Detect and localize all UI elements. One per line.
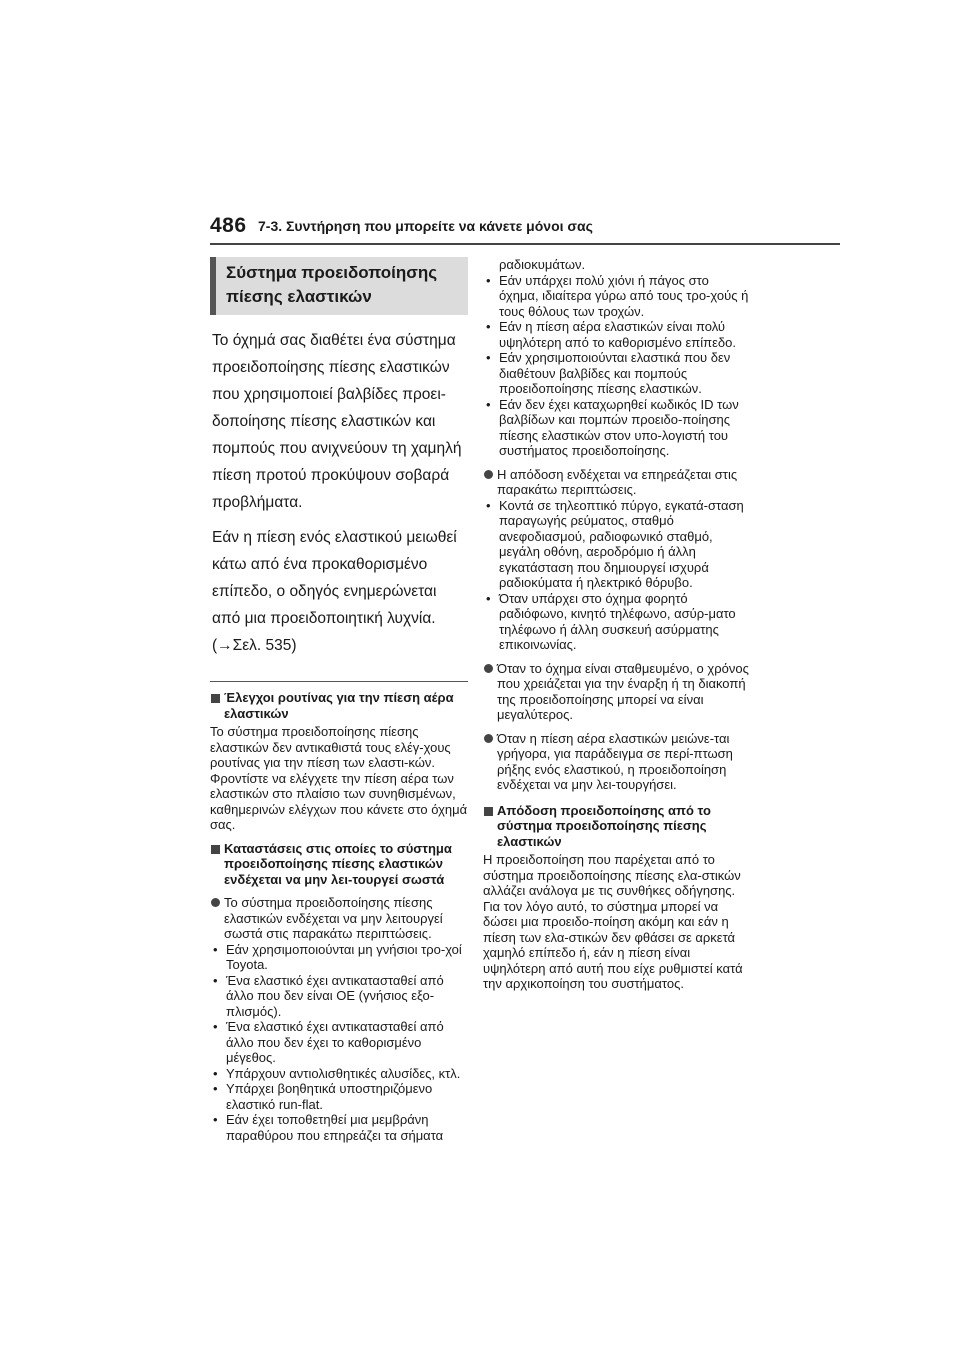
list-item: • Εάν υπάρχει πολύ χιόνι ή πάγος στο όχημα, ιδιαίτερα γύρω από τους τρο-χούς ή τους θόλους των τροχών. <box>483 273 751 320</box>
list-item: • Εάν χρησιμοποιούνται μη γνήσιοι τρο-χοί Toyota. <box>210 942 468 973</box>
list-item: • Υπάρχουν αντιολισθητικές αλυσίδες, κτλ. <box>210 1066 468 1082</box>
list-item: • Ένα ελαστικό έχει αντικατασταθεί από άλλο που δεν έχει το καθορισμένο μέγεθος. <box>210 1019 468 1066</box>
list-item: • Υπάρχει βοηθητικά υποστηριζόμενο ελαστικό run-flat. <box>210 1081 468 1112</box>
topic-title-line-2: πίεσης ελαστικών <box>226 287 372 306</box>
left-column <box>210 257 468 1143</box>
rapid-loss-dot-item: Όταν η πίεση αέρα ελαστικών μειώνε-ται γρήγορα, για παράδειγμα σε περί-πτωση ρήξης ενός ελαστικού, η προειδοποίηση ενδέχεται να μην λει-τουργήσει. <box>483 731 751 793</box>
header-rule <box>210 243 840 245</box>
cases-dot-item: Το σύστημα προειδοποίησης πίεσης ελαστικών ενδέχεται να μην λειτουργεί σωστά στις παρακάτω περιπτώσεις. <box>210 895 468 942</box>
list-item: • Εάν δεν έχει καταχωρηθεί κωδικός ID των βαλβίδων και πομπών προειδο-ποίησης πίεσης ελαστικών στον υπο-λογιστή του συστήματος προειδοποίησης. <box>483 397 751 459</box>
performance-dot-item: Η απόδοση ενδέχεται να επηρεάζεται στις παρακάτω περιπτώσεις. <box>483 467 751 498</box>
checks-text: Το σύστημα προειδοποίησης πίεσης ελαστικών δεν αντικαθιστά τους ελέγ-χους ρουτίνας για την πίεση των ελαστι-κών. Φροντίστε να ελέγχετε την πίεση αέρα των ελαστικών στο πλαίσιο των συνηθισμένων, καθημερινών ελέγχων που κάνετε στο όχημά σας. <box>210 724 468 832</box>
interference-bullet-list <box>483 498 751 653</box>
list-item: • Εάν χρησιμοποιούνται ελαστικά που δεν διαθέτουν βαλβίδες και πομπούς προειδοποίησης πίεσης ελαστικών. <box>483 350 751 397</box>
warning-performance-text: Η προειδοποίηση που παρέχεται από το σύστημα προειδοποίησης πίεσης ελα-στικών αλλάζει ανάλογα με τις συνθήκες οδήγησης. Για τον λόγο αυτό, το σύστημα μπορεί να δώσει μια προειδο-ποίηση ακόμη και εάν η πίεση των ελα-στικών δεν φθάσει σε αρκετά χαμηλό επίπεδο ή, εάν η πίεση είναι υψηλότερη από αυτή που είχε ρυθμιστεί κατά την αρχικοποίηση του συστήματος. <box>483 852 743 991</box>
section-divider <box>210 681 468 682</box>
list-continuation: ραδιοκυμάτων. <box>499 257 586 272</box>
topic-title-line-1: Σύστημα προειδοποίησης <box>226 263 438 282</box>
list-item: • Εάν η πίεση αέρα ελαστικών είναι πολύ υψηλότερη από το καθορισμένο επίπεδο. <box>483 319 751 350</box>
topic-title-box <box>210 257 468 315</box>
list-item: • Όταν υπάρχει στο όχημα φορητό ραδιόφωνο, κινητό τηλέφωνο, ασύρ-ματο τηλέφωνο ή άλλη συσκευή ασύρματης επικοινωνίας. <box>483 591 751 653</box>
intro-paragraph: Το όχημά σας διαθέτει ένα σύστημα προειδοποίησης πίεσης ελαστικών που χρησιμοποιεί βαλβίδες προει-δοποίησης πίεσης ελαστικών και πομπούς που ανιχνεύουν τη χαμηλή πίεση προτού προκύψουν σοβαρά προβλήματα. <box>212 332 462 511</box>
cases-bullet-list-continued <box>483 273 751 459</box>
parked-dot-item: Όταν το όχημα είναι σταθμευμένο, ο χρόνος που χρειάζεται για την έναρξη ή τη διακοπή της προειδοποίησης μπορεί να είναι μεγαλύτερος. <box>483 661 751 723</box>
cases-heading: Καταστάσεις στις οποίες το σύστημα προειδοποίησης πίεσης ελαστικών ενδέχεται να μην λει-τουργεί σωστά <box>210 841 468 888</box>
warning-performance-heading: Απόδοση προειδοποίησης από το σύστημα προειδοποίησης πίεσης ελαστικών <box>483 803 751 850</box>
checks-heading: Έλεγχοι ρουτίνας για την πίεση αέρα ελαστικών <box>210 690 468 721</box>
list-item: • Εάν έχει τοποθετηθεί μια μεμβράνη παραθύρου που επηρεάζει τα σήματα <box>210 1112 468 1143</box>
intro-paragraph-2: Εάν η πίεση ενός ελαστικού μειωθεί κάτω από ένα προκαθορισμένο επίπεδο, ο οδηγός ενημερώνεται από μια προειδοποιητική λυχνία. (→Σελ. 535) <box>212 529 457 654</box>
topic-title <box>226 261 460 309</box>
list-item: • Κοντά σε τηλεοπτικό πύργο, εγκατά-σταση παραγωγής ρεύματος, σταθμό ανεφοδιασμού, ραδιοφωνικό σταθμό, μεγάλη οθόνη, αεροδρόμιο ή άλλη εγκατάσταση που δημιουργεί ισχυρά ραδιοκύματα ή ηλεκτρικό θόρυβο. <box>483 498 751 591</box>
page-header <box>210 214 840 254</box>
page-number: 486 <box>210 214 247 237</box>
cases-bullet-list <box>210 942 468 1144</box>
list-item: • Ένα ελαστικό έχει αντικατασταθεί από άλλο που δεν είναι OE (γνήσιος εξο-πλισμός). <box>210 973 468 1020</box>
right-column <box>483 257 751 998</box>
section-title: 7-3. Συντήρηση που μπορείτε να κάνετε μόνοι σας <box>258 218 593 234</box>
